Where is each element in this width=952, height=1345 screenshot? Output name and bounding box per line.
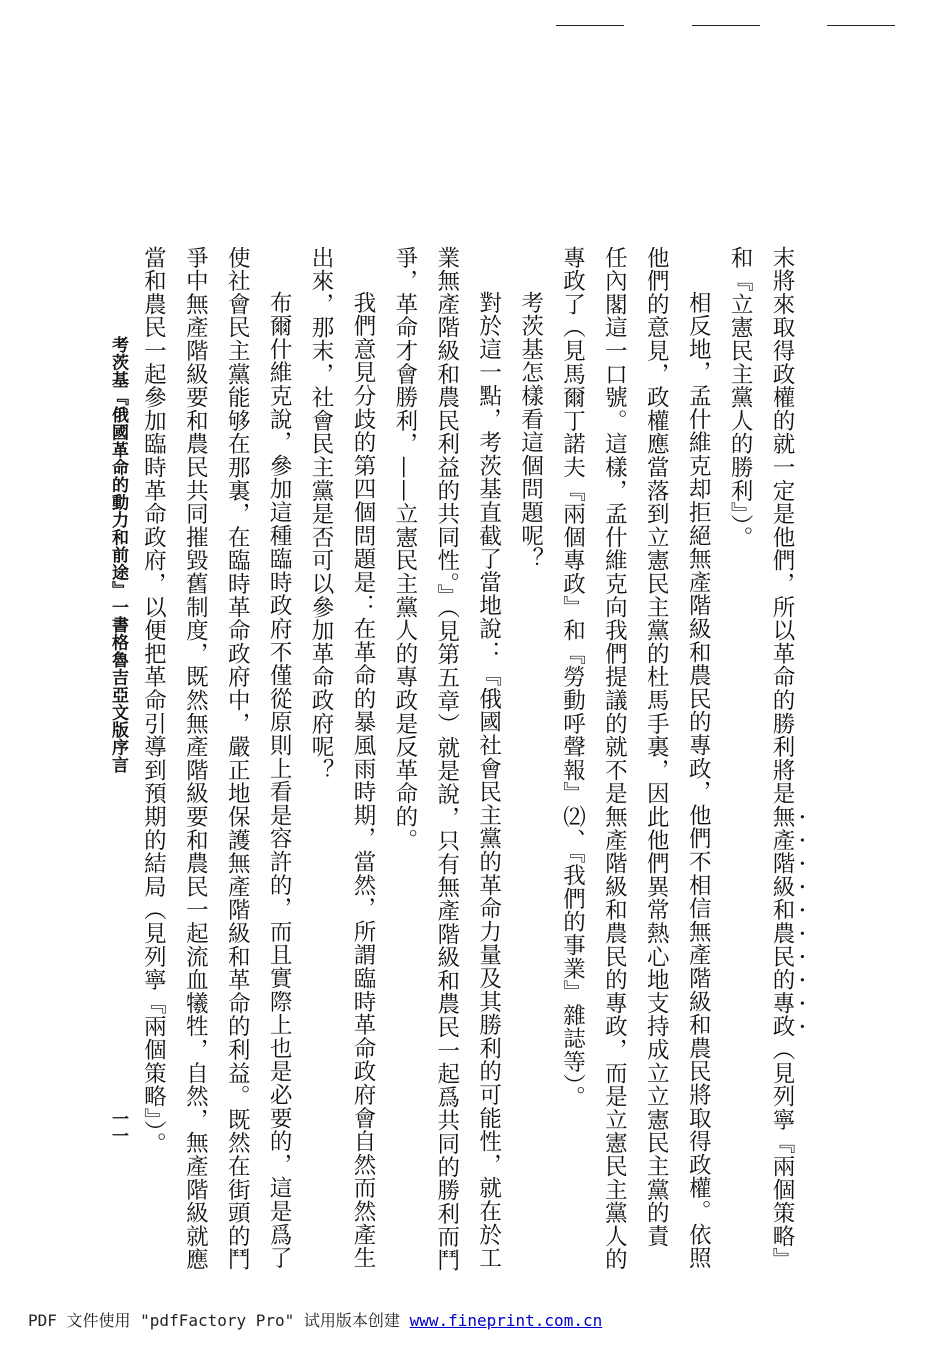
text-line-main: 布爾什維克說，參加這種臨時政府不僅從原則上看是容許的，而且實際上也是必要的，這是爲了 <box>266 291 293 1270</box>
text-line-main: 專政了（見馬爾丁諾夫『兩個專政』和『勞動呼聲報』⑵、『我們的事業』雜誌等）。 <box>559 246 586 1109</box>
text-line-main: 對於這一點，考茨基直截了當地說：『俄國社會民主黨的革命力量及其勝利的可能性，就在於工 <box>475 291 502 1270</box>
text-line-main: 任內閣這一口號。這樣，孟什維克向我們提議的就不是無產階級和農民的專政，而是立憲民主黨人的 <box>601 246 628 1272</box>
top-rule-2 <box>692 25 760 26</box>
text-line <box>467 246 509 1270</box>
footer-text: PDF 文件使用 "pdfFactory Pro" 试用版本创建 <box>28 1311 410 1330</box>
text-line-main: 當和農民一起參加臨時革命政府，以便把革命引導到預期的結局（見列寧『兩個策略』）。 <box>140 246 167 1156</box>
footer-link[interactable]: www.fineprint.com.cn <box>409 1311 603 1330</box>
page-body-text <box>140 246 808 1272</box>
text-line-main: 出來，那末，社會民主黨是否可以參加革命政府呢？ <box>308 246 335 782</box>
text-line <box>383 246 425 1258</box>
text-line <box>509 246 551 1258</box>
text-line <box>132 246 174 1258</box>
text-line <box>215 246 257 1272</box>
text-line <box>425 246 467 1272</box>
text-line-main: 相反地，孟什維克却拒絕無產階級和農民的專政，他們不相信無產階級和農民將取得政權。依照 <box>685 291 712 1270</box>
running-head: 考茨基『俄國革命的動力和前途』一書格魯吉亞文版序言 <box>108 336 128 774</box>
text-line <box>718 246 760 1258</box>
text-line <box>551 246 593 1258</box>
text-line-main: 使社會民主黨能够在那裏，在臨時革命政府中，嚴正地保護無產階級和革命的利益。既然在街頭的鬥 <box>224 246 251 1272</box>
emphasized-text: 無產階級和農民的專政 <box>769 805 795 1039</box>
text-line-main: 和『立憲民主黨人的勝利』）。 <box>727 246 754 550</box>
top-rule-1 <box>556 25 624 26</box>
text-line-main: 他們的意見，政權應當落到立憲民主黨的杜馬手裏，因此他們異常熱心地支持成立立憲民主黨的責 <box>643 246 670 1248</box>
text-line-main: 業無產階級和農民利益的共同性。』（見第五章）就是說，只有無產階級和農民一起爲共同的勝利而鬥 <box>433 246 460 1272</box>
text-line-main: 爭，革命才會勝利，——立憲民主黨人的專政是反革命的。 <box>391 246 418 852</box>
text-line <box>299 246 341 1258</box>
page-number: 一一 <box>108 1110 128 1144</box>
pdf-footer <box>28 1308 602 1331</box>
text-line-tail: （見列寧『兩個策略』 <box>769 1038 795 1272</box>
text-line-main: 末將來取得政權的就一定是他們，所以革命的勝利將是 <box>769 246 795 806</box>
text-line-main: 我們意見分歧的第四個問題是：在革命的暴風雨時期，當然，所謂臨時革命政府會自然而然產生 <box>349 291 376 1270</box>
text-line <box>760 246 808 1272</box>
text-line-main: 考茨基怎樣看這個問題呢？ <box>517 291 544 571</box>
text-line-main: 爭中無產階級要和農民共同摧毀舊制度，既然無產階級要和農民一起流血犧牲，自然，無產階級就應 <box>182 246 209 1272</box>
text-line <box>676 246 718 1270</box>
text-line <box>634 246 676 1258</box>
text-line <box>173 246 215 1272</box>
top-rule-3 <box>827 25 895 26</box>
text-line <box>341 246 383 1270</box>
text-line <box>592 246 634 1272</box>
text-line <box>257 246 299 1270</box>
